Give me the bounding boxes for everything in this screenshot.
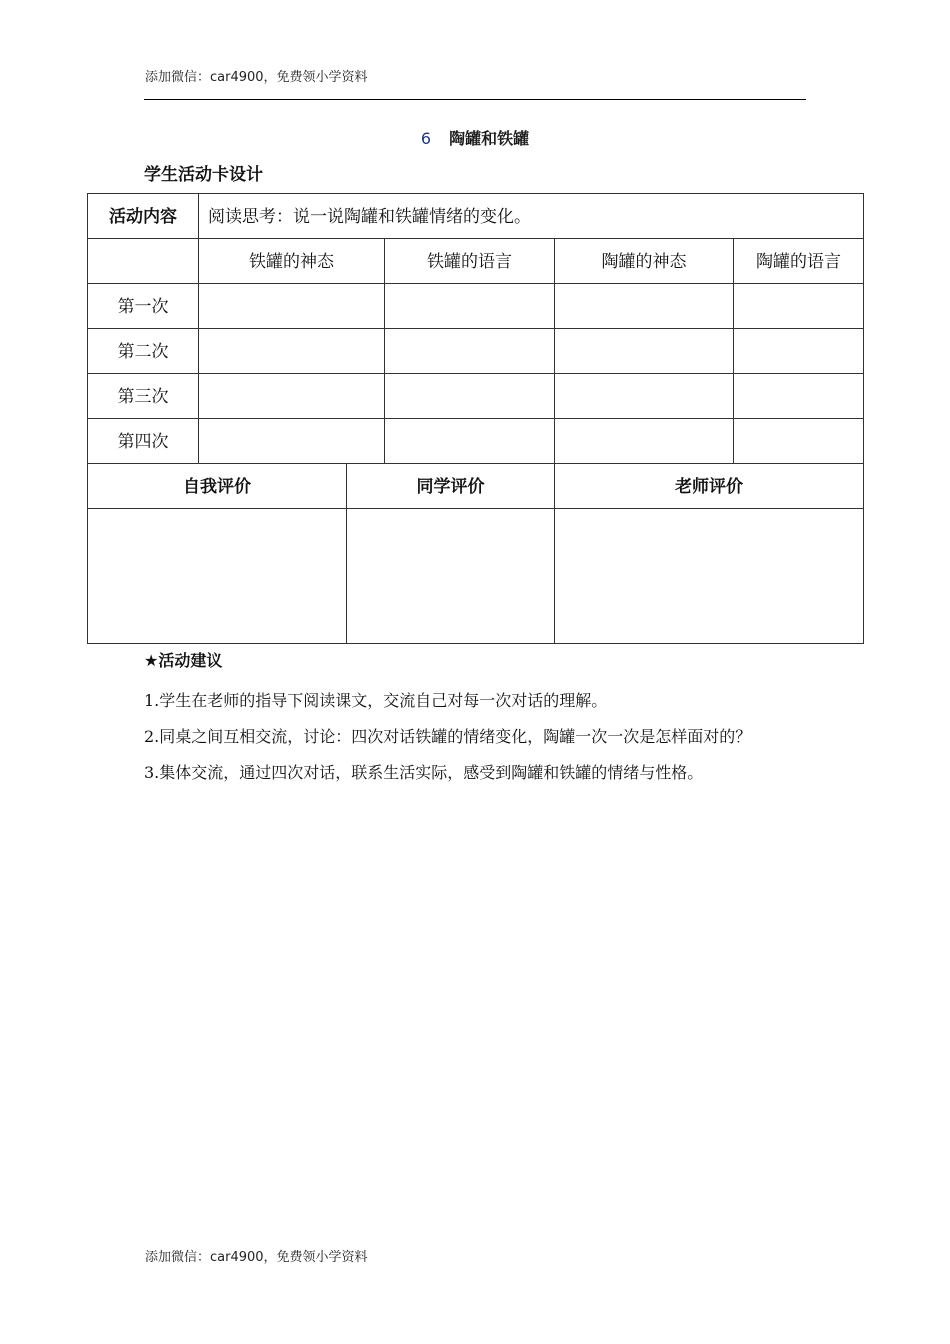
lesson-title <box>0 126 950 149</box>
column-header: 陶罐的语言 <box>734 239 864 284</box>
table-cell[interactable] <box>199 284 385 329</box>
header-divider <box>144 99 806 100</box>
table-cell[interactable] <box>555 419 734 464</box>
table-cell[interactable] <box>385 419 555 464</box>
suggestion-item: 3.集体交流，通过四次对话，联系生活实际，感受到陶罐和铁罐的情绪与性格。 <box>144 763 704 782</box>
row-header: 第三次 <box>88 374 199 419</box>
table-cell[interactable] <box>199 419 385 464</box>
row-header: 第一次 <box>88 284 199 329</box>
table-cell[interactable] <box>555 329 734 374</box>
activity-card-table <box>87 193 864 644</box>
table-cell[interactable] <box>385 374 555 419</box>
table-cell[interactable] <box>555 374 734 419</box>
table-cell[interactable] <box>385 329 555 374</box>
table-cell[interactable] <box>385 284 555 329</box>
table-cell[interactable] <box>555 284 734 329</box>
teacher-evaluation-area[interactable] <box>555 509 864 644</box>
activity-content: 阅读思考：说一说陶罐和铁罐情绪的变化。 <box>199 194 864 239</box>
column-header: 铁罐的语言 <box>385 239 555 284</box>
table-cell[interactable] <box>734 419 864 464</box>
table-cell[interactable] <box>734 374 864 419</box>
suggestion-item: 1.学生在老师的指导下阅读课文，交流自己对每一次对话的理解。 <box>144 691 608 710</box>
evaluation-header: 自我评价 <box>88 464 347 509</box>
self-evaluation-area[interactable] <box>88 509 347 644</box>
suggestions-title: ★活动建议 <box>144 651 223 670</box>
peer-evaluation-area[interactable] <box>347 509 555 644</box>
evaluation-header: 同学评价 <box>347 464 555 509</box>
section-subtitle: 学生活动卡设计 <box>144 165 263 185</box>
table-cell[interactable] <box>199 329 385 374</box>
lesson-title-text: 陶罐和铁罐 <box>449 129 530 148</box>
table-cell[interactable] <box>734 284 864 329</box>
suggestion-item: 2.同桌之间互相交流，讨论：四次对话铁罐的情绪变化，陶罐一次一次是怎样面对的？ <box>144 727 752 746</box>
column-header: 铁罐的神态 <box>199 239 385 284</box>
table-cell[interactable] <box>199 374 385 419</box>
page-header: 添加微信：car4900，免费领小学资料 <box>145 70 368 85</box>
lesson-number: 6 <box>420 129 432 148</box>
row-header: 第二次 <box>88 329 199 374</box>
table-cell[interactable] <box>734 329 864 374</box>
corner-cell <box>88 239 199 284</box>
evaluation-header: 老师评价 <box>555 464 864 509</box>
activity-suggestions <box>144 648 824 791</box>
activity-label: 活动内容 <box>88 194 199 239</box>
row-header: 第四次 <box>88 419 199 464</box>
page-footer: 添加微信：car4900，免费领小学资料 <box>145 1250 368 1265</box>
column-header: 陶罐的神态 <box>555 239 734 284</box>
